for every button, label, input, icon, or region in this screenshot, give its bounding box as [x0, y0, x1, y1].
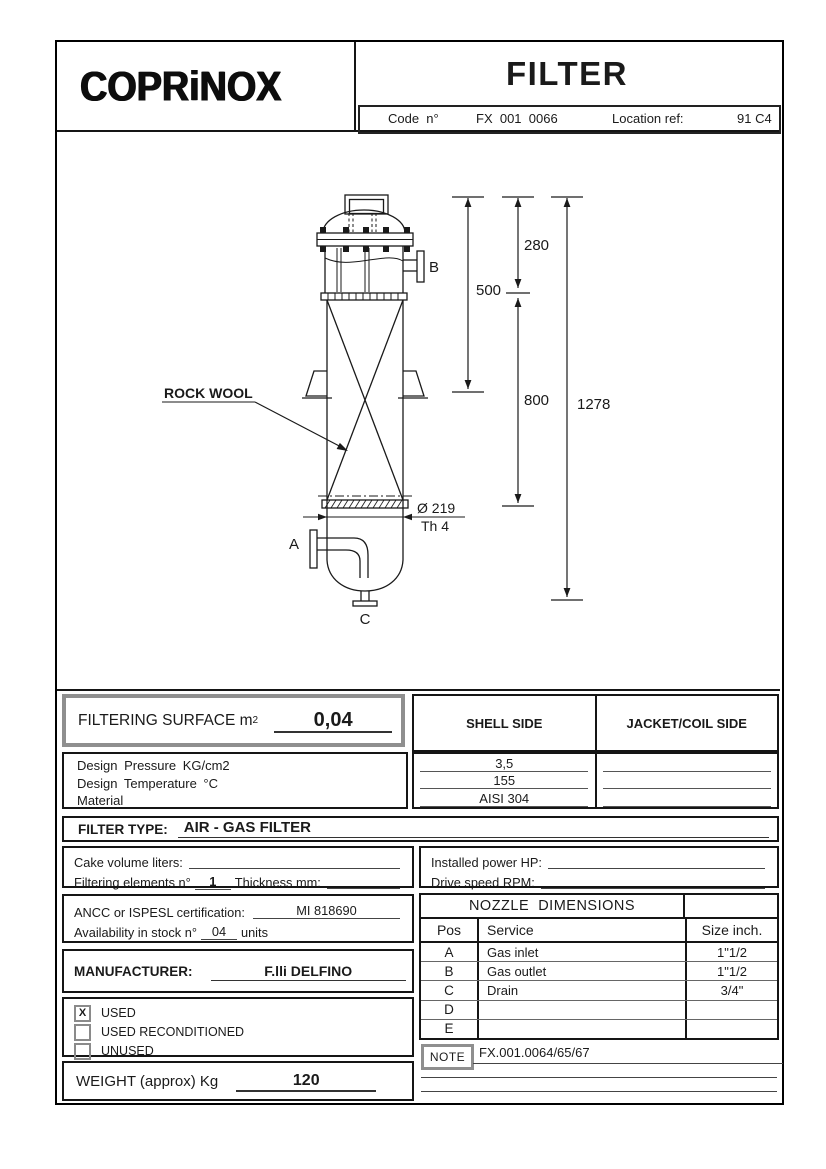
col-pos: Pos [421, 919, 479, 941]
note-value: FX.001.0064/65/67 [473, 1045, 783, 1064]
service-d [479, 1001, 685, 1019]
design-temperature-shell-value: 155 [420, 773, 588, 789]
table-row [421, 981, 777, 1000]
coprinox-logo [82, 58, 352, 116]
nozzle-title-row [421, 895, 777, 919]
code-label: Code n° [388, 111, 439, 126]
unused-checkbox[interactable] [74, 1043, 91, 1060]
col-size: Size inch. [685, 919, 777, 941]
certification-label: ANCC or ISPESL certification: [74, 905, 245, 920]
drive-speed-label: Drive speed RPM: [431, 875, 535, 890]
table-row [414, 754, 777, 772]
code-value: FX 001 0066 [476, 111, 558, 126]
installed-power-label: Installed power HP: [431, 855, 542, 870]
material-label: Material [77, 793, 124, 808]
col-service: Service [487, 922, 534, 938]
rock-wool-label: ROCK WOOL [164, 385, 253, 401]
condition-option-used [74, 1004, 412, 1022]
ring-flange [321, 293, 407, 300]
weight-label: WEIGHT (approx) Kg [76, 1072, 219, 1090]
nozzle-b-label: B [429, 259, 440, 276]
spec-values-table [412, 752, 779, 809]
filtering-surface-value: 0,04 [274, 709, 392, 733]
stock-label: Availability in stock n° [74, 925, 197, 940]
service-c: Drain [487, 983, 519, 998]
design-temperature-label: Design Temperature °C [77, 775, 219, 791]
certification-value: MI 818690 [253, 903, 400, 919]
pos-a: A [421, 943, 479, 961]
pos-b: B [421, 962, 479, 980]
note-blank-line[interactable] [421, 1073, 777, 1092]
stock-units-label: units [240, 925, 268, 940]
dim-1278: 1278 [577, 396, 611, 413]
dimension-lines [452, 197, 583, 600]
table-row [421, 1020, 777, 1038]
filter-type-label: FILTER TYPE: [78, 821, 168, 837]
used-reconditioned-checkbox[interactable] [74, 1024, 91, 1041]
filter-type-box [62, 816, 779, 842]
nozzle-b [403, 251, 424, 282]
unused-label: UNUSED [101, 1044, 154, 1058]
bottom-head [327, 560, 403, 591]
coprinox-logo-text: COPRiNOX [80, 63, 282, 110]
dim-280: 280 [524, 237, 550, 254]
used-reconditioned-label: USED RECONDITIONED [101, 1025, 245, 1039]
nozzle-a [310, 530, 368, 578]
pos-c: C [421, 981, 479, 999]
filtering-surface-label: FILTERING SURFACE m [78, 711, 253, 729]
design-labels-box [62, 752, 408, 809]
size-c: 3/4" [685, 981, 777, 999]
weight-box [62, 1061, 414, 1101]
certification-box [62, 894, 414, 943]
table-row [414, 772, 777, 790]
diameter-dim-label: Ø 219 [417, 500, 456, 516]
used-checkbox[interactable]: X [74, 1005, 91, 1022]
location-ref-label: Location ref: [612, 111, 684, 126]
material-shell-value: AISI 304 [420, 791, 588, 807]
manufacturer-value: F.lli DELFINO [211, 962, 407, 981]
power-box [419, 846, 779, 888]
size-b: 1"1/2 [685, 962, 777, 980]
filtering-surface-sup: 2 [252, 715, 259, 726]
cake-volume-field[interactable] [189, 854, 400, 869]
location-ref-value: 91 C4 [737, 111, 772, 126]
cake-volume-label: Cake volume liters: [74, 855, 183, 870]
nozzle-table-header [421, 919, 777, 943]
dim-500: 500 [476, 282, 502, 299]
material-jacket-value [603, 806, 771, 807]
manufacturer-label: MANUFACTURER: [74, 963, 193, 979]
table-row [421, 1001, 777, 1020]
size-a: 1"1/2 [685, 943, 777, 961]
condition-option-unused [74, 1042, 412, 1060]
cake-volume-box [62, 846, 414, 888]
thickness-label: Thickness mm: [234, 875, 321, 890]
support-brackets [302, 371, 428, 398]
nozzle-c-label: C [359, 611, 371, 628]
nozzle-table-title: NOZZLE DIMENSIONS [421, 895, 685, 917]
nozzle-c [353, 591, 377, 606]
jacket-coil-side-header: JACKET/COIL SIDE [626, 715, 747, 731]
pos-e: E [421, 1020, 479, 1038]
thickness-field[interactable] [327, 874, 400, 889]
manufacturer-box [62, 949, 414, 993]
table-row [414, 789, 777, 807]
design-pressure-shell-value: 3,5 [420, 756, 588, 772]
drawing-area [57, 132, 780, 691]
design-pressure-label: Design Pressure KG/cm2 [77, 758, 230, 773]
size-d [685, 1001, 777, 1019]
nozzle-a-label: A [288, 536, 300, 553]
note-label-box: NOTE [421, 1044, 474, 1070]
condition-box [62, 997, 414, 1057]
filtering-surface-box [62, 694, 405, 747]
spec-header-row [412, 694, 779, 752]
drive-speed-field[interactable] [541, 874, 765, 889]
filtering-elements-label: Filtering elements n° [74, 875, 191, 890]
filter-drawing [57, 132, 780, 689]
used-label: USED [101, 1006, 136, 1020]
service-b: Gas outlet [487, 963, 547, 979]
code-bar [358, 105, 781, 134]
filtering-elements-value: 1 [195, 875, 231, 890]
thickness-dim-label: Th 4 [421, 518, 450, 534]
stock-value: 04 [201, 925, 237, 940]
document-title: FILTER [505, 55, 629, 92]
shell-side-header: SHELL SIDE [414, 696, 597, 750]
service-a: Gas inlet [487, 944, 539, 960]
service-e [479, 1020, 685, 1038]
weight-value: 120 [236, 1071, 376, 1092]
header-divider [354, 42, 356, 132]
installed-power-field[interactable] [548, 854, 765, 869]
filter-type-value: AIR - GAS FILTER [178, 818, 769, 838]
table-row [421, 943, 777, 962]
condition-option-used-reconditioned [74, 1023, 412, 1041]
pos-d: D [421, 1001, 479, 1019]
table-row [421, 962, 777, 981]
dim-800: 800 [524, 392, 550, 409]
size-e [685, 1020, 777, 1038]
nozzle-dimensions-table [419, 893, 779, 1040]
